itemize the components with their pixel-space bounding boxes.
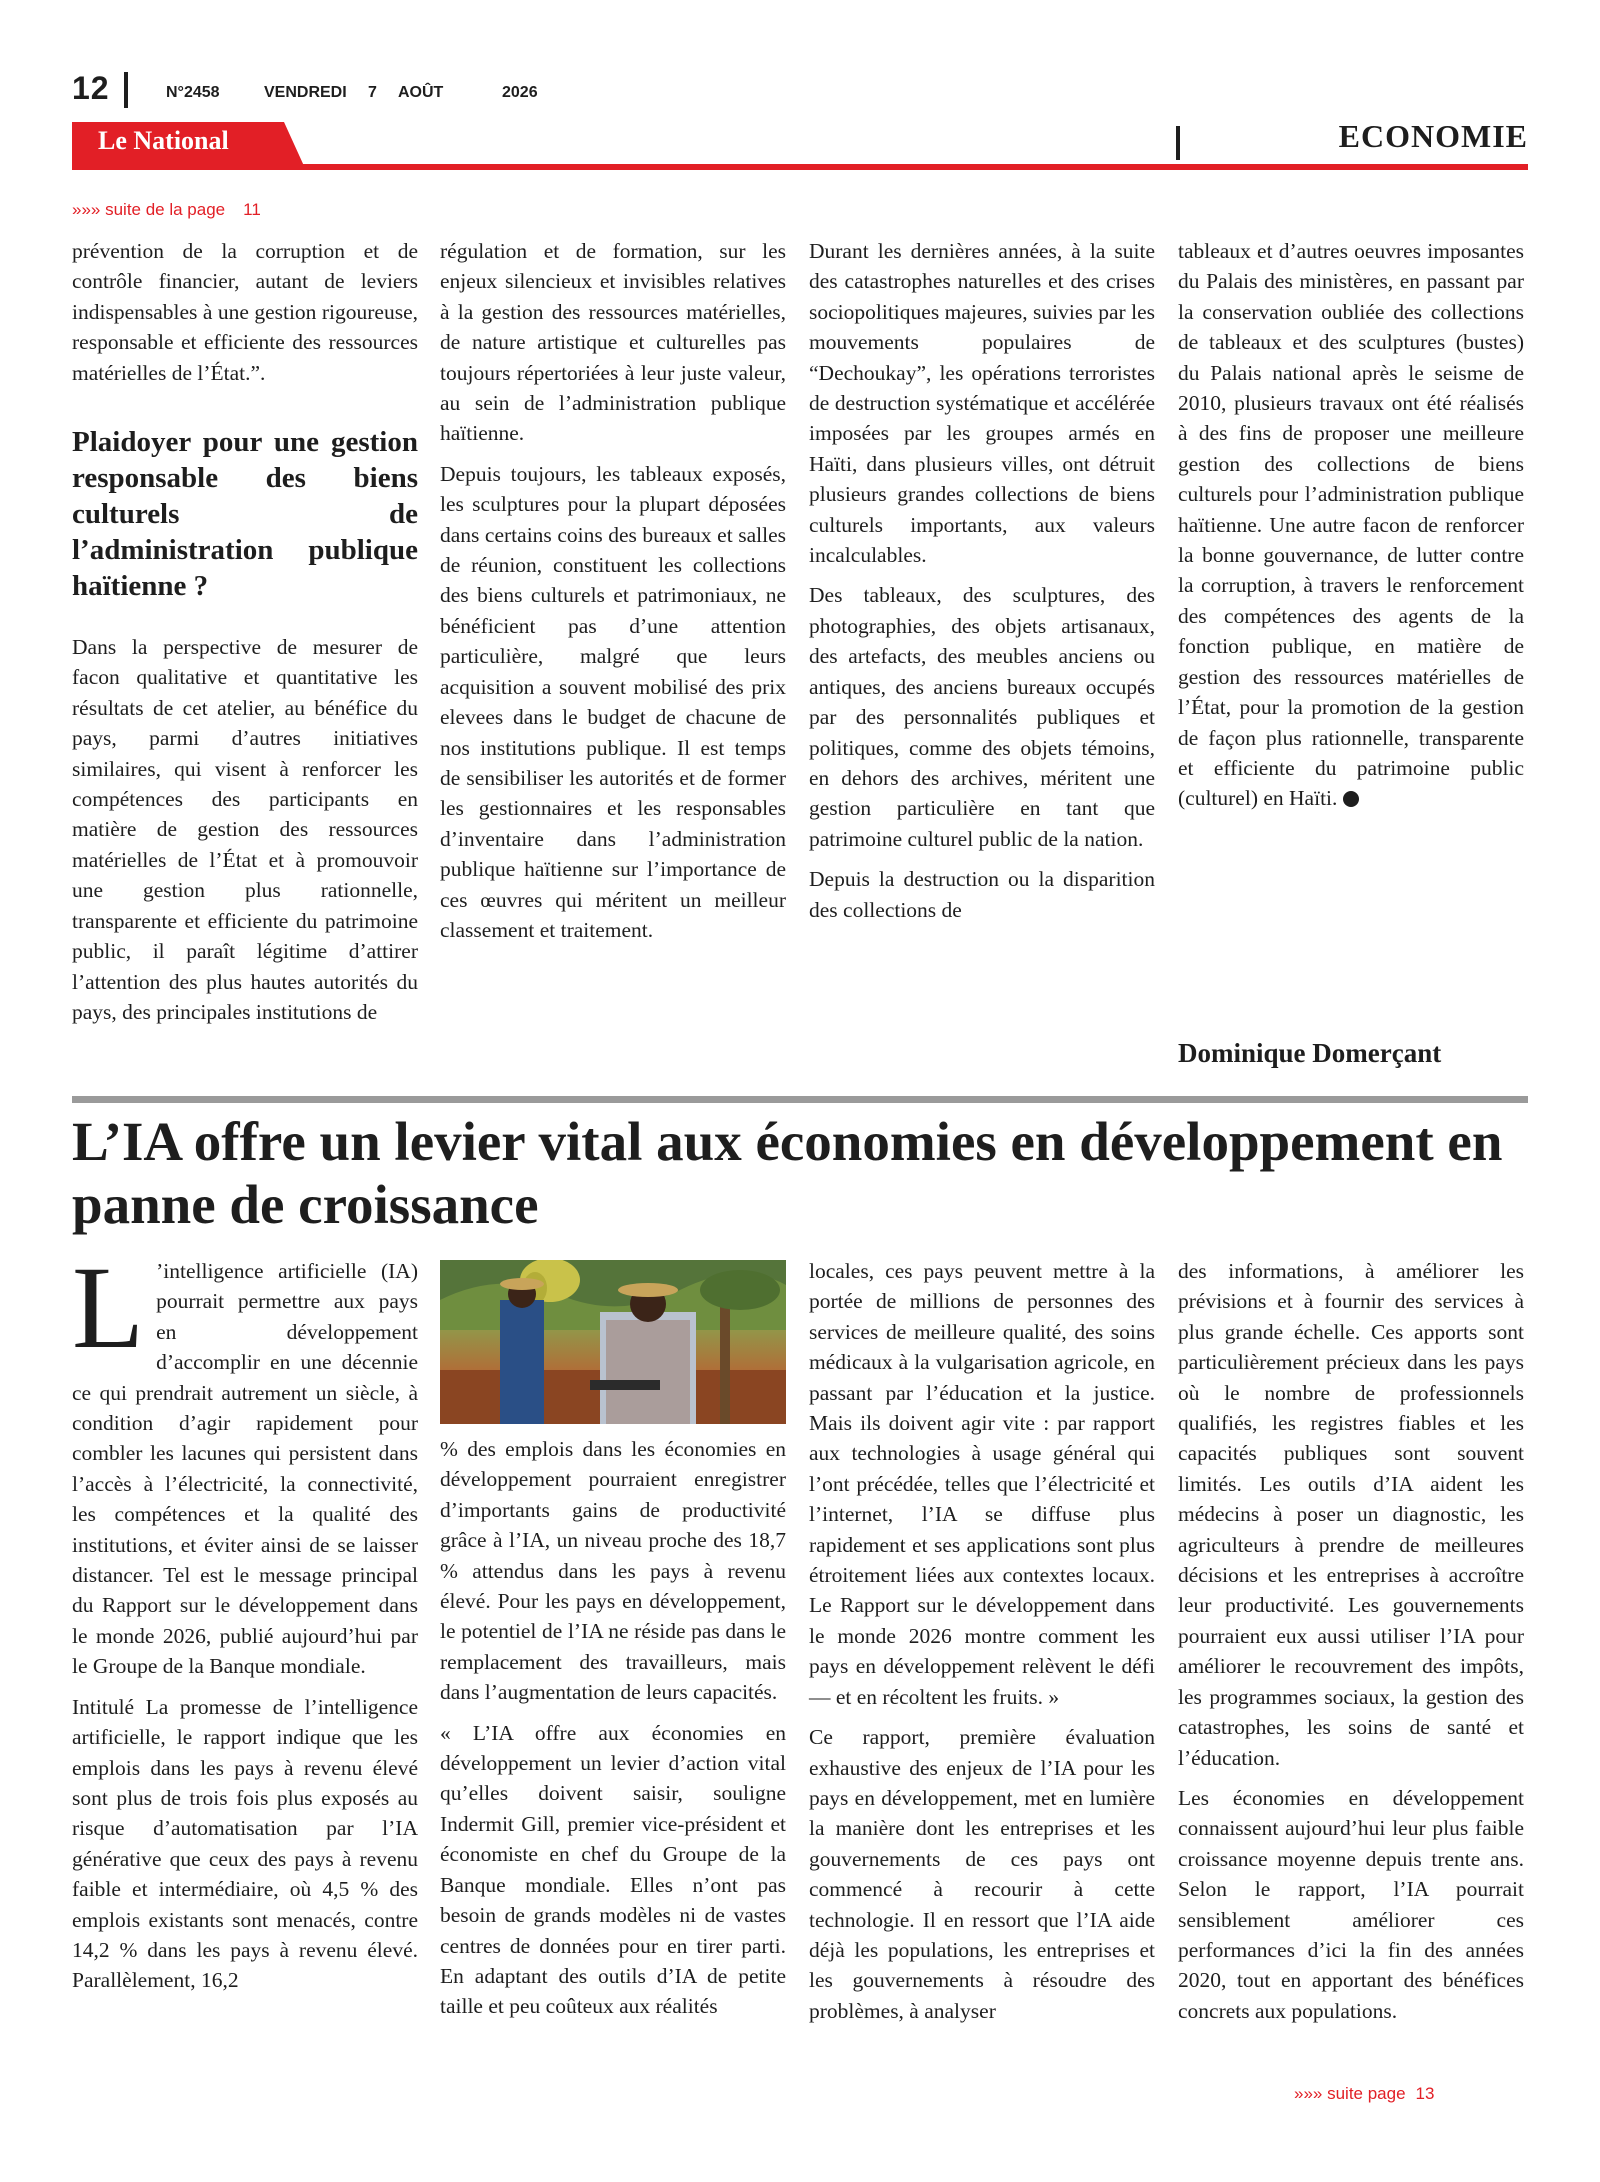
section-divider bbox=[1176, 126, 1180, 160]
article2-lead-text: ’intelligence artificielle (IA) pourrait permettre aux pays en développement d’accomplir en une décennie ce qui prendrait autrement un siècle, à condition d’agir rapidement pour combler les lacunes qui persistent dans l’accès à l’électricité, la connectivité, les compétences et la qualité des institutions, et éviter ainsi de se laisser distancer. Tel est le message principal du Rapport sur le développement dans le monde 2026, publié aujourd’hui par le Groupe de la Banque mondiale. bbox=[72, 1259, 418, 1679]
article1-paragraph: Des tableaux, des sculptures, des photographies, des objets artisanaux, des artefacts, des meubles anciens ou antiques, des anciens bureaux occupés par des personnalités publiques et politiques, comme des objets témoins, en dehors des archives, méritent une gestion particulière en tant que patrimoine culturel public de la nation. bbox=[809, 583, 1155, 851]
article1-paragraph: Depuis toujours, les tableaux exposés, les sculptures pour la plupart déposées dans certains coins des bureaux et salles de réunion, constituent les collections des biens culturels et patrimoniaux, ne bénéficient pas d’une attention particulière, malgré que leurs acquisition a souvent mobilisé des prix elevees dans le budget de chacune de nos institutions publique. Il est temps de sensibiliser les autorités et de former les gestionnaires et les responsables d’inventaire dans l’administration publique haïtienne sur l’importance de ces œuvres qui méritent un meilleur classement et traitement. bbox=[440, 461, 786, 942]
continued-from-label: »»» suite de la page bbox=[72, 200, 226, 219]
article-separator bbox=[72, 1096, 1528, 1103]
article1-paragraph: Dans la perspective de mesurer de facon qualitative et quantitative les résultats de cet atelier, au bénéfice du pays, parmi d’autres initiatives similaires, qui visent à renforcer les compétences des participants en matière de gestion des ressources matérielles de l’État et à promouvoir une gestion plus rationnelle, transparente et efficiente du patrimoine public, il paraît légitime d’attirer l’attention des plus hautes autorités du pays, des principales institutions de bbox=[72, 635, 418, 1024]
continued-to-label: »»» suite page bbox=[1294, 2084, 1406, 2103]
newspaper-brand: Le National bbox=[98, 126, 229, 155]
issue-day: 7 bbox=[368, 84, 377, 101]
article2-column-2 bbox=[440, 1434, 786, 2032]
header-rule bbox=[72, 164, 1528, 170]
end-of-article-icon bbox=[1343, 791, 1359, 807]
drop-cap: L bbox=[72, 1242, 145, 1373]
article1-column-1 bbox=[72, 236, 418, 1037]
section-title: ECONOMIE bbox=[1338, 118, 1528, 154]
article2-paragraph: des informations, à améliorer les prévisions et à fournir des services à plus grande échelle. Ces apports sont particulièrement précieux dans les pays où le nombre de professionnels qualifiés, les registres fiables et les capacités publiques sont souvent limités. Les outils d’IA aident les médecins à poser un diagnostic, les agriculteurs à prendre de meilleures décisions et les entreprises à accroître leur productivité. Les gouvernements pourraient eux aussi utiliser l’IA pour améliorer le recouvrement des impôts, les programmes sociaux, la gestion des catastrophes, les soins de santé et l’éducation. bbox=[1178, 1259, 1524, 1770]
issue-number: N°2458 bbox=[166, 84, 220, 101]
continued-to-page: 13 bbox=[1415, 2084, 1435, 2103]
article2-paragraph: locales, ces pays peuvent mettre à la portée de millions de personnes des services de meilleure qualité, des soins médicaux à la vulgarisation agricole, en passant par l’éducation et la justice. Mais ils doivent agir vite : par rapport aux technologies à usage général qui l’ont précédée, telles que l’électricité et l’internet, l’IA se diffuse plus rapidement et ses applications sont plus étroitement liées aux contextes locaux. Le Rapport sur le développement dans le monde 2026 montre comment les pays en développement relèvent le défi — et en récoltent les fruits. » bbox=[809, 1259, 1155, 1709]
farmers-photo bbox=[440, 1260, 786, 1424]
issue-month: AOÛT bbox=[398, 84, 444, 101]
author-byline: Dominique Domerçant bbox=[1178, 1038, 1442, 1068]
article1-paragraph-final bbox=[1178, 236, 1524, 814]
continued-from-page: 11 bbox=[243, 200, 261, 219]
continued-from bbox=[72, 200, 261, 220]
article1-paragraph: prévention de la corruption et de contrôle financier, autant de leviers indispensables à une gestion rigoureuse, responsable et efficiente des ressources matérielles de l’État.”. bbox=[72, 239, 418, 385]
article1-paragraph: Durant les dernières années, à la suite des catastrophes naturelles et des crises sociopolitiques majeures, suivies par les mouvements populaires de “Dechoukay”, les opérations terroristes de destruction systématique et accélérée imposées par les groupes armés en Haïti, dans plusieurs villes, ont détruit plusieurs grandes collections de biens culturels importants, aux valeurs incalculables. bbox=[809, 239, 1155, 568]
article1-paragraph-text: tableaux et d’autres oeuvres imposantes du Palais des ministères, en passant par la conservation oubliée des collections de tableaux et des sculptures (bustes) du Palais national après le seisme de 2010, plusieurs travaux ont été réalisés à des fins de proposer une meilleure gestion des collections de biens culturels pour l’administration publique haïtienne. Une autre facon de renforcer la bonne gouvernance, de lutter contre la corruption, à travers le renforcement des compétences des agents de la fonction publique, en matière de gestion des ressources matérielles de l’État, pour la promotion de la gestion de façon plus rationnelle, transparente et efficiente du patrimoine public (culturel) en Haïti. bbox=[1178, 239, 1524, 811]
article1-paragraph: régulation et de formation, sur les enjeux silencieux et invisibles relatives à la gestion des ressources matérielles, de nature artistique et culturelles pas toujours répertoriées à leur juste valeur, au sein de l’administration publique haïtienne. bbox=[440, 239, 786, 446]
article2-paragraph: % des emplois dans les économies en développement pourraient enregistrer d’importants gains de productivité grâce à l’IA, un niveau proche des 18,7 % attendus dans les pays à revenu élevé. Pour les pays en développement, le potentiel de l’IA ne réside pas dans le remplacement des travailleurs, mais dans l’augmentation de leurs capacités. bbox=[440, 1437, 786, 1705]
article2-paragraph: Intitulé La promesse de l’intelligence artificielle, le rapport indique que les emplois dans les pays à revenu élevé sont plus de trois fois plus exposés au risque d’automatisation par l’IA générative que ceux des pays à revenu faible et intermédiaire, où 4,5 % des emplois existants sont menacés, contre 14,2 % dans les pays à revenu élevé. Parallèlement, 16,2 bbox=[72, 1694, 418, 1993]
article2-column-4 bbox=[1178, 1256, 1524, 2036]
article2-column-1 bbox=[72, 1242, 418, 2006]
continued-to bbox=[1294, 2084, 1434, 2104]
issue-weekday: VENDREDI bbox=[264, 84, 347, 101]
article1-column-4 bbox=[1178, 236, 1524, 824]
article2-column-3 bbox=[809, 1256, 1155, 2036]
issue-year: 2026 bbox=[502, 84, 538, 101]
page-number-divider bbox=[124, 72, 128, 108]
article2-paragraph: Les économies en développement connaissent aujourd’hui leur plus faible croissance moyenne depuis trente ans. Selon le rapport, l’IA pourrait sensiblement améliorer ces performances d’ici la fin des années 2020, tout en apportant des bénéfices concrets aux populations. bbox=[1178, 1785, 1524, 2023]
farmers-photo-illustration bbox=[440, 1260, 786, 1424]
article1-column-3 bbox=[809, 236, 1155, 935]
page-number: 12 bbox=[72, 70, 110, 106]
article2-paragraph: Ce rapport, première évaluation exhaustive des enjeux de l’IA pour les pays en développement, met en lumière la manière dont les entreprises et les gouvernements de ces pays ont commencé à recourir à cette technologie. Il en ressort que l’IA aide déjà les populations, les entreprises et les gouvernements à résoudre des problèmes, à analyser bbox=[809, 1725, 1155, 2023]
article1-column-2 bbox=[440, 236, 786, 955]
article2-lead-paragraph bbox=[72, 1242, 418, 1682]
article1-paragraph: Depuis la destruction ou la disparition des collections de bbox=[809, 867, 1155, 922]
article2-headline: L’IA offre un levier vital aux économies en développement en panne de croissance bbox=[72, 1111, 1503, 1235]
article2-paragraph: « L’IA offre aux économies en développement un levier d’action vital qu’elles doivent saisir, souligne Indermit Gill, premier vice-président et économiste en chef du Groupe de la Banque mondiale. Elles n’ont pas besoin de grands modèles ni de vastes centres de données pour en tirer parti. En adaptant des outils d’IA de petite taille et peu coûteux aux réalités bbox=[440, 1720, 786, 2019]
article1-subheading: Plaidoyer pour une gestion responsable des biens culturels de l’administration publique haïtienne ? bbox=[72, 426, 418, 603]
